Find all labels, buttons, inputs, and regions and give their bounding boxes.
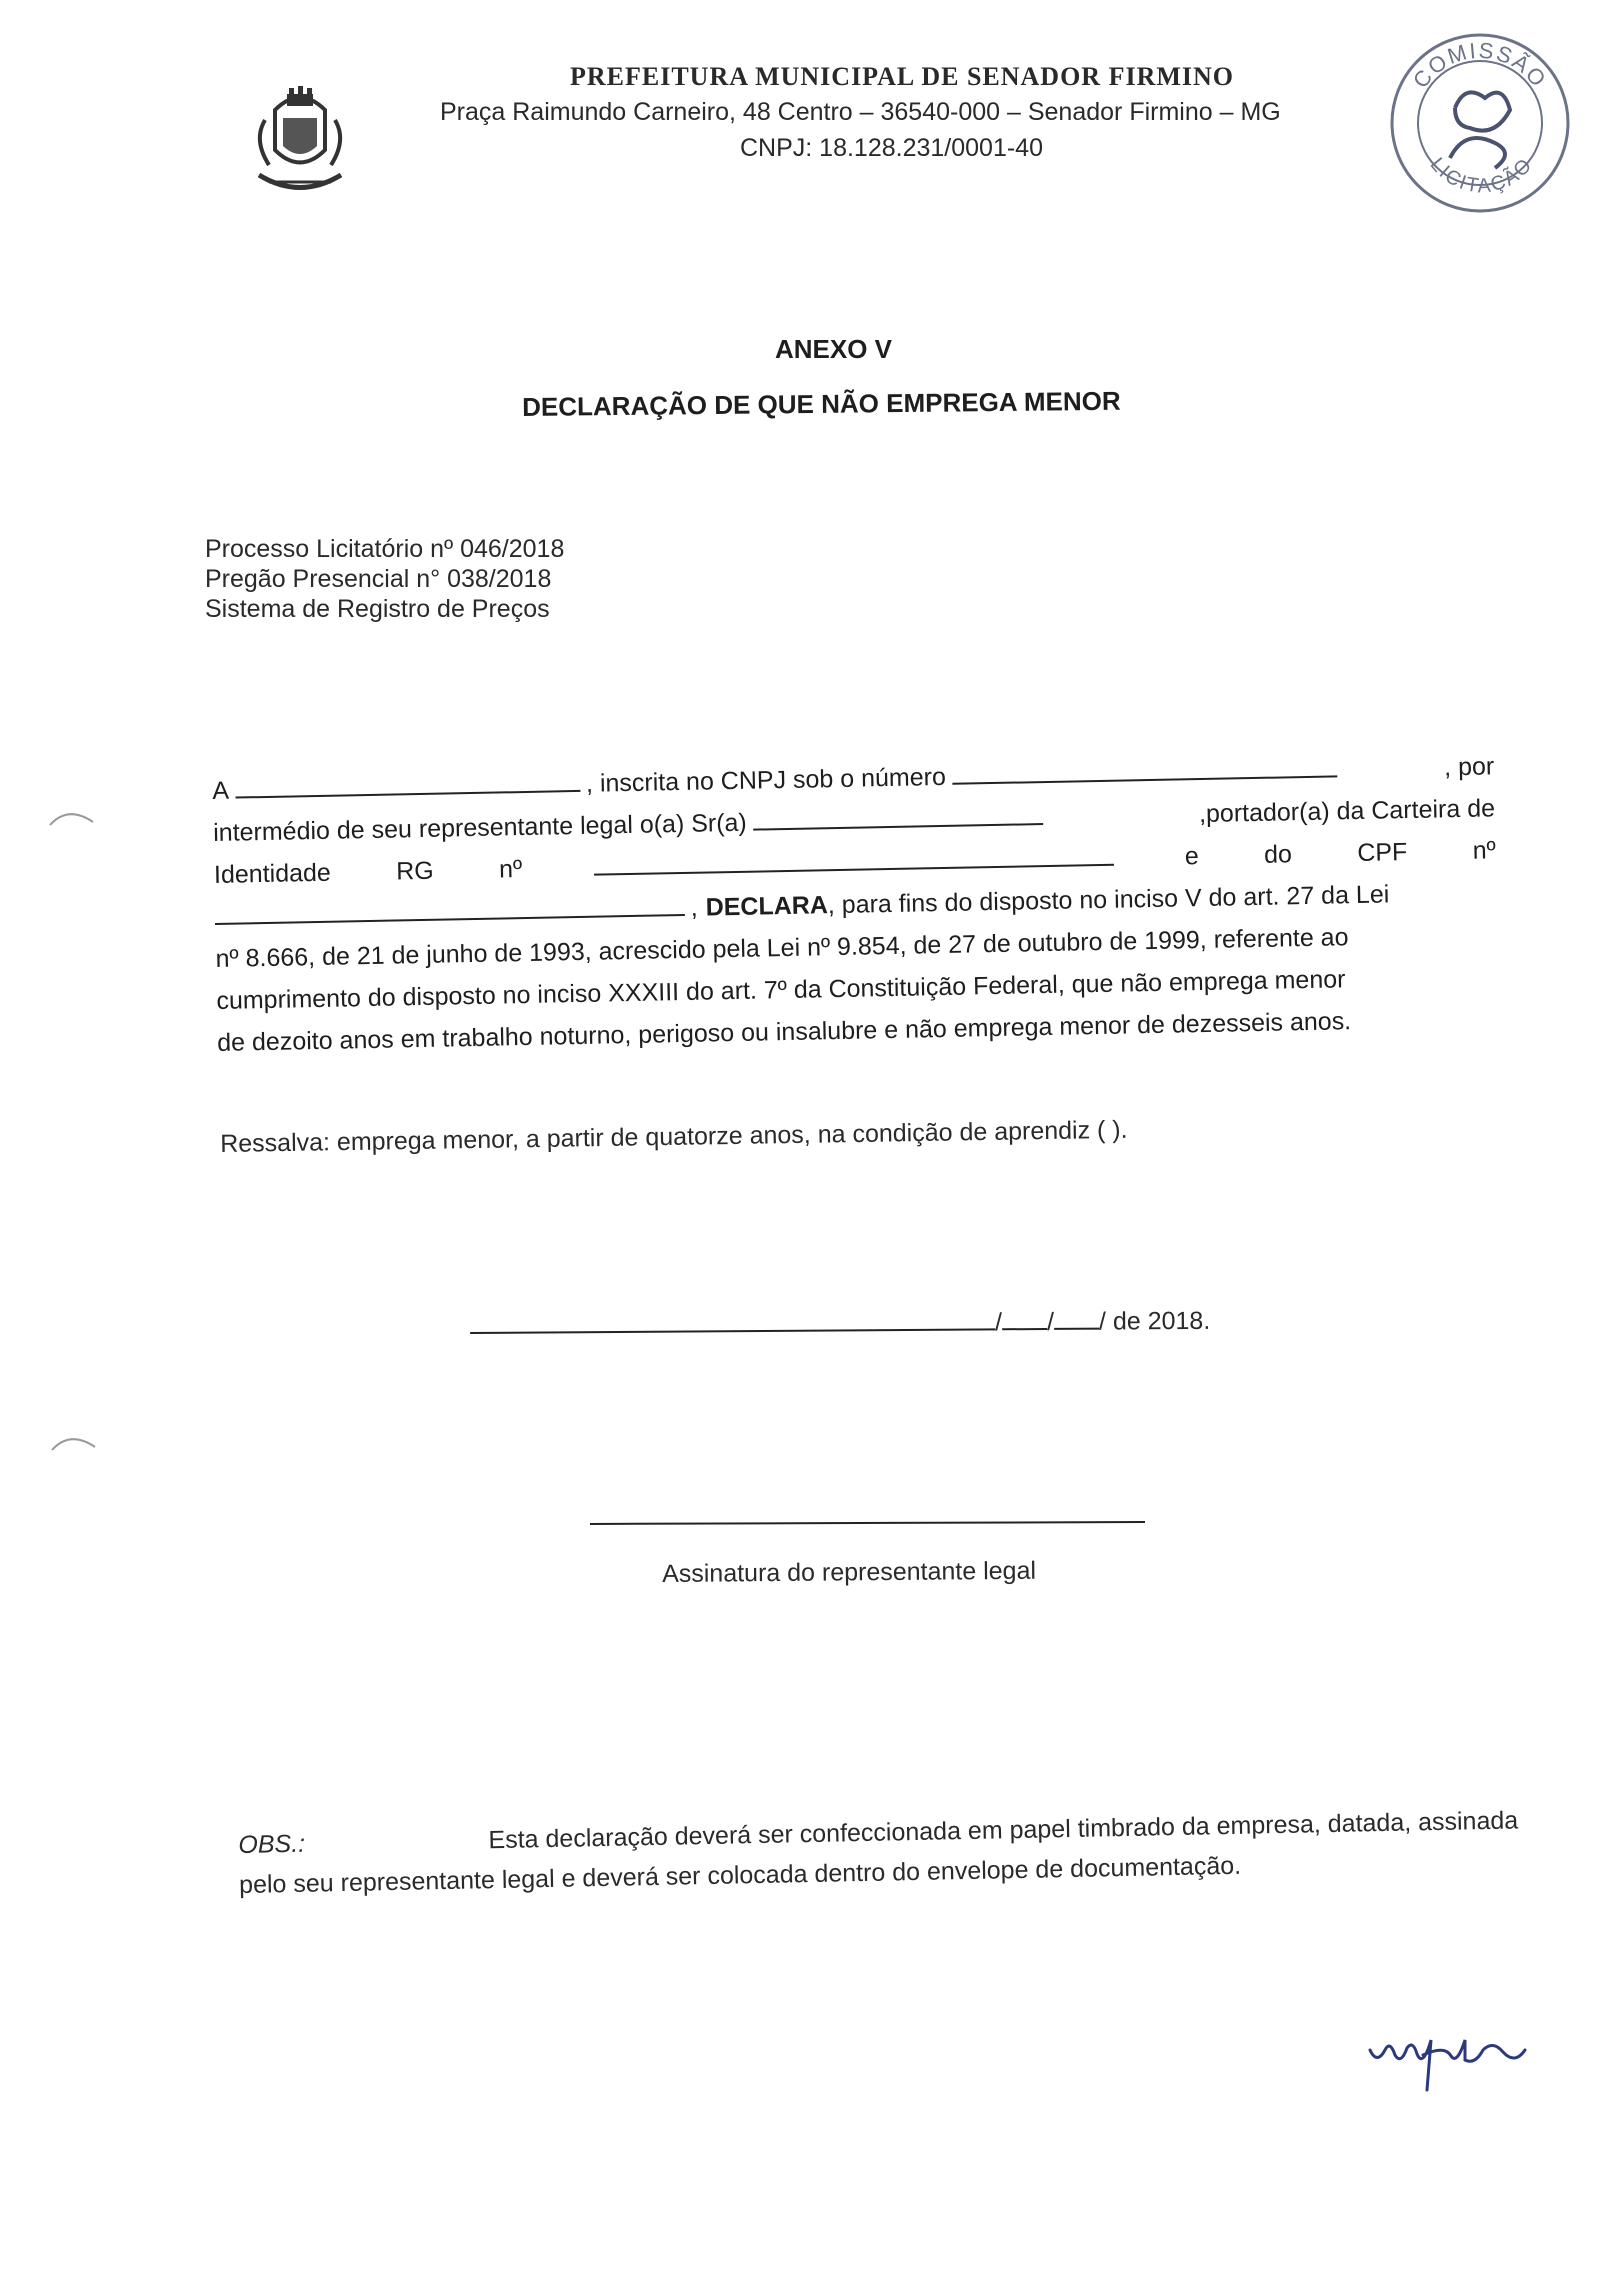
svg-text:LICITAÇÃO: LICITAÇÃO <box>1425 153 1538 198</box>
body-line-7: de dezoito anos em trabalho noturno, perigoso ou insalubre e não emprega menor de dezesseis anos. <box>216 1007 1352 1057</box>
body-line-1: A , inscrita no CNPJ sob o número , por <box>212 752 1495 805</box>
process-number: Processo Licitatório nº 046/2018 <box>205 535 565 563</box>
body-line-2: intermédio de seu representante legal o(a) Sr(a) ,portador(a) da Carteira de <box>212 794 1496 847</box>
price-registry-system: Sistema de Registro de Preços <box>205 595 550 623</box>
date-line: / / / de 2018. <box>470 1305 1210 1341</box>
signature-line[interactable] <box>590 1521 1145 1525</box>
city-blank[interactable] <box>470 1306 995 1334</box>
company-name-blank[interactable] <box>235 768 580 799</box>
municipal-crest-icon <box>245 80 355 200</box>
scan-mark-icon <box>48 800 98 830</box>
body-line-6: cumprimento do disposto no inciso XXXIII do art. 7º da Constituição Federal, que não emprega menor <box>216 965 1346 1015</box>
signature-label: Assinatura do representante legal <box>662 1556 1037 1588</box>
declaration-body <box>212 745 1499 1064</box>
organization-name: PREFEITURA MUNICIPAL DE SENADOR FIRMINO <box>570 62 1235 91</box>
organization-address: Praça Raimundo Carneiro, 48 Centro – 36540-000 – Senador Firmino – MG <box>440 98 1281 126</box>
cpf-number-blank[interactable] <box>215 892 685 925</box>
observation-note <box>238 1800 1519 1905</box>
annex-title: ANEXO V <box>775 334 893 364</box>
declara-keyword: DECLARA <box>705 891 829 922</box>
representative-name-blank[interactable] <box>752 801 1042 831</box>
commission-stamp-icon <box>1385 28 1575 218</box>
body-line-5: nº 8.666, de 21 de junho de 1993, acrescido pela Lei nº 9.854, de 27 de outubro de 1999, referente ao <box>215 923 1349 973</box>
month-blank[interactable] <box>1054 1306 1099 1330</box>
handwritten-initials-icon <box>1365 2010 1545 2100</box>
obs-line-1: OBS.: Esta declaração deverá ser confeccionada em papel timbrado da empresa, datada, assinada <box>238 1800 1519 1865</box>
declaration-title: DECLARAÇÃO DE QUE NÃO EMPREGA MENOR <box>522 385 1121 422</box>
obs-label: OBS.: <box>238 1829 306 1859</box>
apprentice-exception-note: Ressalva: emprega menor, a partir de quatorze anos, na condição de aprendiz ( ). <box>220 1115 1128 1158</box>
svg-text:COMISSÃO: COMISSÃO <box>1407 37 1553 93</box>
day-blank[interactable] <box>1002 1306 1047 1330</box>
body-line-3: Identidade RG nº e do CPF nº <box>213 836 1496 889</box>
body-line-4: , DECLARA , para fins do disposto no inciso V do art. 27 da Lei <box>214 871 1497 938</box>
obs-line-2: pelo seu representante legal e deverá ser colocada dentro do envelope de documentação. <box>238 1851 1242 1899</box>
cnpj-number-blank[interactable] <box>952 753 1337 784</box>
rg-number-blank[interactable] <box>593 842 1113 876</box>
organization-cnpj: CNPJ: 18.128.231/0001-40 <box>740 134 1043 162</box>
scan-mark-icon <box>50 1425 100 1455</box>
auction-number: Pregão Presencial n° 038/2018 <box>205 565 552 593</box>
